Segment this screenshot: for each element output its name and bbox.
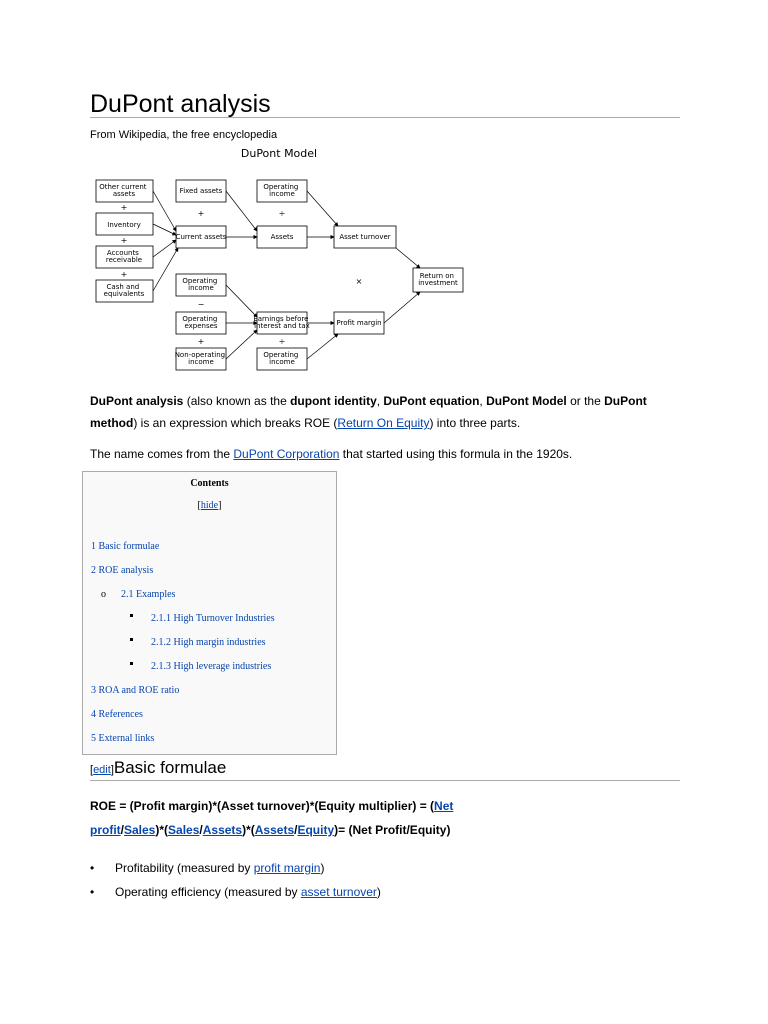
edit-section: [edit] [90, 764, 114, 776]
asset-turnover-link[interactable]: asset turnover [300, 885, 377, 899]
op-plus-3: + [120, 270, 128, 279]
origin-paragraph: The name comes from the DuPont Corporation that started using this formula in the 1920s. [90, 447, 573, 461]
toc-item-high-margin[interactable]: 2.1.2 High margin industries [151, 637, 266, 648]
toc-item-external-links[interactable]: 5 External links [91, 733, 155, 744]
section-divider [90, 780, 680, 781]
toc-bullet-square [130, 638, 133, 641]
roe-formula: ROE = (Profit margin)*(Asset turnover)*(Equity multiplier) = (Net profit/Sales)*(Sales/Assets)*(Assets/Equity)= (Net Profit/Equity) [90, 799, 454, 837]
op-plus-1: + [120, 203, 128, 212]
toc-bullet-o: o [101, 589, 106, 600]
label-ebit: Earnings before interest and tax [253, 315, 310, 330]
toc-hide-link[interactable]: hide [200, 500, 219, 511]
section-heading-basic-formulae [90, 757, 226, 781]
label-non-operating-income: Non-operating income [174, 351, 226, 366]
bullet: • [90, 861, 95, 875]
label-operating-income-bottom: Operating income [263, 351, 299, 366]
title-divider [90, 117, 680, 118]
dupont-corporation-link[interactable]: DuPont Corporation [233, 447, 340, 461]
edit-link[interactable]: edit [93, 764, 111, 776]
tagline: From Wikipedia, the free encyclopedia [90, 129, 278, 141]
toc-title: Contents [190, 478, 229, 489]
toc-bullet-square [130, 662, 133, 665]
op-divide-1: ÷ [278, 209, 286, 218]
toc-item-examples[interactable]: 2.1 Examples [121, 589, 176, 600]
net-profit-link-part2[interactable]: profit [90, 823, 121, 837]
label-other-current-assets: Other current assets [99, 183, 147, 198]
diagram-title: DuPont Model [240, 147, 318, 160]
label-profit-margin: Profit margin [336, 319, 382, 327]
equity-link[interactable]: Equity [297, 823, 335, 837]
op-divide-2: ÷ [278, 337, 286, 346]
toc-bullet-square [130, 614, 133, 617]
op-plus-5: + [197, 337, 205, 346]
op-times: × [355, 277, 363, 286]
sales-link[interactable]: Sales [124, 823, 156, 837]
label-fixed-assets: Fixed assets [179, 187, 223, 195]
label-operating-income-mid: Operating income [182, 277, 218, 292]
label-asset-turnover: Asset turnover [339, 233, 391, 241]
toc-hide-toggle: [hide] [197, 500, 222, 511]
assets-link[interactable]: Assets [202, 823, 243, 837]
label-accounts-receivable: Accounts receivable [105, 249, 143, 264]
sales-link-2[interactable]: Sales [168, 823, 200, 837]
toc-item-references[interactable]: 4 References [91, 709, 143, 720]
op-plus-4: + [197, 209, 205, 218]
label-operating-expenses: Operating expenses [182, 315, 218, 330]
bullet: • [90, 885, 95, 899]
table-of-contents [82, 471, 337, 755]
list-item-profitability: • Profitability (measured by profit margin) [90, 861, 325, 875]
label-return-on-investment: Return on investment [418, 272, 458, 287]
toc-item-high-turnover[interactable]: 2.1.1 High Turnover Industries [151, 613, 275, 624]
toc-item-roa-roe-ratio[interactable]: 3 ROA and ROE ratio [91, 685, 180, 696]
assets-link-2[interactable]: Assets [254, 823, 295, 837]
net-profit-link-part1[interactable]: Net [434, 799, 454, 813]
label-operating-income-top: Operating income [263, 183, 299, 198]
toc-item-basic-formulae[interactable]: 1 Basic formulae [91, 541, 160, 552]
toc-item-high-leverage[interactable]: 2.1.3 High leverage industries [151, 661, 272, 672]
dupont-model-diagram [90, 143, 490, 375]
return-on-equity-link[interactable]: Return On Equity [337, 416, 430, 430]
section-title: Basic formulae [113, 758, 227, 777]
profit-margin-link[interactable]: profit margin [253, 861, 321, 875]
intro-paragraph: DuPont analysis (also known as the dupont identity, DuPont equation, DuPont Model or the DuPont method) is an expression which breaks ROE (Return On Equity) into three parts. [90, 394, 647, 430]
label-assets: Assets [270, 233, 294, 241]
op-plus-2: + [120, 236, 128, 245]
list-item-operating-efficiency: • Operating efficiency (measured by asset turnover) [90, 885, 381, 899]
label-inventory: Inventory [107, 221, 141, 229]
label-current-assets: Current assets [175, 233, 227, 241]
label-cash: Cash and equivalents [103, 283, 145, 298]
toc-item-roe-analysis[interactable]: 2 ROE analysis [91, 565, 154, 576]
op-minus: − [197, 300, 205, 309]
page-title: DuPont analysis [90, 90, 271, 118]
